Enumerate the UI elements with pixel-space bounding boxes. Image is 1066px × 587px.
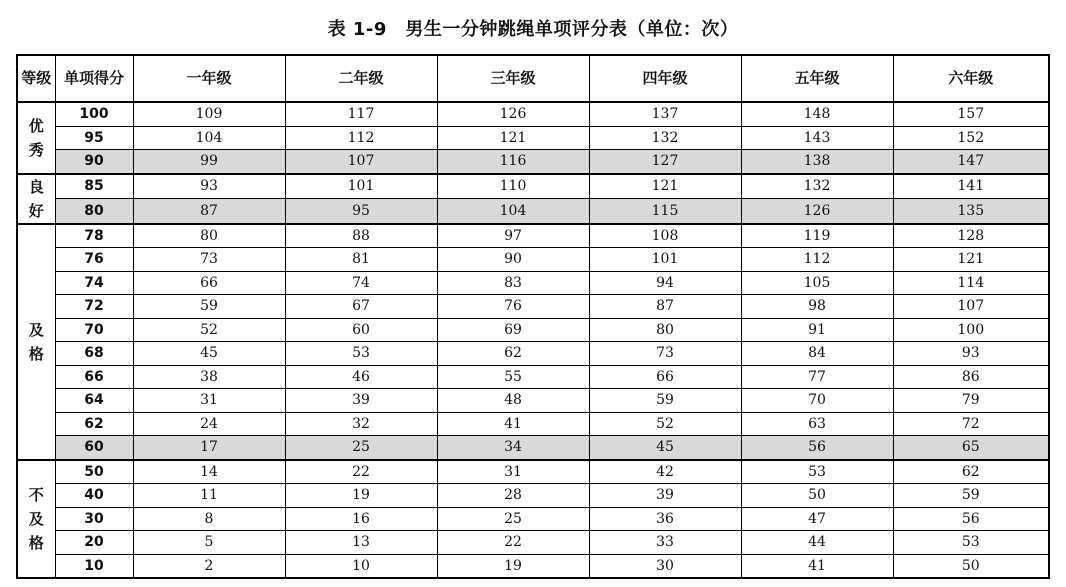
- header-grade-3: 三年级: [437, 55, 589, 102]
- value-cell: 112: [285, 126, 437, 150]
- header-grade-6: 六年级: [893, 55, 1049, 102]
- value-cell: 44: [741, 531, 893, 555]
- score-cell: 100: [55, 102, 133, 126]
- value-cell: 108: [589, 224, 741, 248]
- value-cell: 116: [437, 150, 589, 174]
- score-cell: 10: [55, 554, 133, 578]
- value-cell: 157: [893, 102, 1049, 126]
- value-cell: 24: [133, 412, 285, 436]
- value-cell: 53: [285, 342, 437, 366]
- value-cell: 36: [589, 507, 741, 531]
- score-cell: 60: [55, 436, 133, 460]
- value-cell: 152: [893, 126, 1049, 150]
- value-cell: 34: [437, 436, 589, 460]
- score-cell: 50: [55, 460, 133, 484]
- value-cell: 33: [589, 531, 741, 555]
- table-row: [17, 342, 1049, 366]
- value-cell: 45: [589, 436, 741, 460]
- grade-label-char: 秀: [28, 140, 44, 159]
- value-cell: 95: [285, 199, 437, 224]
- header-row: [17, 55, 1049, 102]
- value-cell: 66: [133, 271, 285, 295]
- value-cell: 148: [741, 102, 893, 126]
- table-row: [17, 436, 1049, 460]
- table-row: [17, 102, 1049, 126]
- value-cell: 107: [285, 150, 437, 174]
- table-title: 表 1-9 男生一分钟跳绳单项评分表（单位：次）: [327, 19, 739, 40]
- value-cell: 56: [893, 507, 1049, 531]
- value-cell: 19: [285, 484, 437, 508]
- value-cell: 42: [589, 460, 741, 484]
- score-cell: 62: [55, 412, 133, 436]
- value-cell: 59: [133, 295, 285, 319]
- header-score: 单项得分: [55, 55, 133, 102]
- value-cell: 147: [893, 150, 1049, 174]
- value-cell: 121: [437, 126, 589, 150]
- value-cell: 47: [741, 507, 893, 531]
- score-cell: 76: [55, 248, 133, 272]
- value-cell: 80: [133, 224, 285, 248]
- value-cell: 73: [589, 342, 741, 366]
- value-cell: 11: [133, 484, 285, 508]
- header-grade-4: 四年级: [589, 55, 741, 102]
- value-cell: 72: [893, 412, 1049, 436]
- value-cell: 48: [437, 389, 589, 413]
- table-row: [17, 460, 1049, 484]
- value-cell: 46: [285, 365, 437, 389]
- value-cell: 41: [741, 554, 893, 578]
- value-cell: 52: [589, 412, 741, 436]
- value-cell: 10: [285, 554, 437, 578]
- table-row: [17, 126, 1049, 150]
- table-row: [17, 365, 1049, 389]
- grade-label-char: 格: [28, 533, 44, 552]
- score-cell: 64: [55, 389, 133, 413]
- value-cell: 39: [589, 484, 741, 508]
- value-cell: 38: [133, 365, 285, 389]
- value-cell: 126: [741, 199, 893, 224]
- value-cell: 8: [133, 507, 285, 531]
- value-cell: 94: [589, 271, 741, 295]
- score-cell: 74: [55, 271, 133, 295]
- value-cell: 110: [437, 174, 589, 199]
- grade-label-char: 好: [28, 201, 44, 220]
- value-cell: 97: [437, 224, 589, 248]
- header-grade: 等级: [17, 55, 55, 102]
- value-cell: 32: [285, 412, 437, 436]
- score-cell: 90: [55, 150, 133, 174]
- score-cell: 85: [55, 174, 133, 199]
- value-cell: 70: [741, 389, 893, 413]
- value-cell: 137: [589, 102, 741, 126]
- value-cell: 69: [437, 318, 589, 342]
- table-row: [17, 248, 1049, 272]
- table-row: [17, 150, 1049, 174]
- value-cell: 91: [741, 318, 893, 342]
- value-cell: 135: [893, 199, 1049, 224]
- table-row: [17, 295, 1049, 319]
- score-cell: 20: [55, 531, 133, 555]
- value-cell: 99: [133, 150, 285, 174]
- score-cell: 68: [55, 342, 133, 366]
- score-table: [16, 54, 1050, 579]
- value-cell: 59: [893, 484, 1049, 508]
- value-cell: 52: [133, 318, 285, 342]
- value-cell: 14: [133, 460, 285, 484]
- value-cell: 22: [437, 531, 589, 555]
- score-cell: 72: [55, 295, 133, 319]
- value-cell: 73: [133, 248, 285, 272]
- value-cell: 104: [437, 199, 589, 224]
- value-cell: 25: [285, 436, 437, 460]
- value-cell: 112: [741, 248, 893, 272]
- value-cell: 88: [285, 224, 437, 248]
- table-row: [17, 531, 1049, 555]
- value-cell: 25: [437, 507, 589, 531]
- header-grade-5: 五年级: [741, 55, 893, 102]
- value-cell: 127: [589, 150, 741, 174]
- table-row: [17, 389, 1049, 413]
- value-cell: 98: [741, 295, 893, 319]
- grade-label-char: 良: [28, 177, 44, 196]
- value-cell: 22: [285, 460, 437, 484]
- value-cell: 67: [285, 295, 437, 319]
- grade-label-char: 优: [28, 116, 44, 135]
- value-cell: 28: [437, 484, 589, 508]
- value-cell: 77: [741, 365, 893, 389]
- value-cell: 74: [285, 271, 437, 295]
- value-cell: 121: [893, 248, 1049, 272]
- value-cell: 93: [893, 342, 1049, 366]
- value-cell: 117: [285, 102, 437, 126]
- score-cell: 80: [55, 199, 133, 224]
- value-cell: 45: [133, 342, 285, 366]
- value-cell: 100: [893, 318, 1049, 342]
- value-cell: 31: [437, 460, 589, 484]
- table-row: [17, 554, 1049, 578]
- value-cell: 16: [285, 507, 437, 531]
- value-cell: 50: [741, 484, 893, 508]
- value-cell: 138: [741, 150, 893, 174]
- grade-label: [17, 460, 55, 579]
- header-grade-1: 一年级: [133, 55, 285, 102]
- value-cell: 84: [741, 342, 893, 366]
- value-cell: 62: [437, 342, 589, 366]
- value-cell: 13: [285, 531, 437, 555]
- score-cell: 95: [55, 126, 133, 150]
- value-cell: 55: [437, 365, 589, 389]
- value-cell: 53: [741, 460, 893, 484]
- value-cell: 19: [437, 554, 589, 578]
- value-cell: 76: [437, 295, 589, 319]
- value-cell: 121: [589, 174, 741, 199]
- grade-label-char: 不: [28, 485, 44, 504]
- table-header: [17, 55, 1049, 102]
- value-cell: 79: [893, 389, 1049, 413]
- value-cell: 53: [893, 531, 1049, 555]
- value-cell: 128: [893, 224, 1049, 248]
- score-cell: 40: [55, 484, 133, 508]
- score-cell: 78: [55, 224, 133, 248]
- value-cell: 115: [589, 199, 741, 224]
- value-cell: 126: [437, 102, 589, 126]
- value-cell: 81: [285, 248, 437, 272]
- value-cell: 80: [589, 318, 741, 342]
- grade-label-char: 及: [28, 509, 44, 528]
- value-cell: 65: [893, 436, 1049, 460]
- value-cell: 31: [133, 389, 285, 413]
- value-cell: 86: [893, 365, 1049, 389]
- value-cell: 104: [133, 126, 285, 150]
- header-grade-2: 二年级: [285, 55, 437, 102]
- value-cell: 2: [133, 554, 285, 578]
- table-row: [17, 224, 1049, 248]
- value-cell: 132: [741, 174, 893, 199]
- value-cell: 66: [589, 365, 741, 389]
- value-cell: 62: [893, 460, 1049, 484]
- value-cell: 83: [437, 271, 589, 295]
- grade-label: [17, 224, 55, 460]
- grade-label-char: 及: [28, 320, 44, 339]
- score-cell: 30: [55, 507, 133, 531]
- table-row: [17, 174, 1049, 199]
- value-cell: 50: [893, 554, 1049, 578]
- value-cell: 132: [589, 126, 741, 150]
- value-cell: 114: [893, 271, 1049, 295]
- value-cell: 101: [589, 248, 741, 272]
- value-cell: 93: [133, 174, 285, 199]
- value-cell: 90: [437, 248, 589, 272]
- value-cell: 63: [741, 412, 893, 436]
- score-cell: 66: [55, 365, 133, 389]
- value-cell: 87: [589, 295, 741, 319]
- value-cell: 87: [133, 199, 285, 224]
- value-cell: 17: [133, 436, 285, 460]
- value-cell: 60: [285, 318, 437, 342]
- value-cell: 56: [741, 436, 893, 460]
- value-cell: 107: [893, 295, 1049, 319]
- table-body: [17, 102, 1049, 578]
- value-cell: 143: [741, 126, 893, 150]
- table-row: [17, 271, 1049, 295]
- table-row: [17, 318, 1049, 342]
- value-cell: 109: [133, 102, 285, 126]
- table-row: [17, 484, 1049, 508]
- grade-label: [17, 102, 55, 174]
- grade-label-char: 格: [28, 344, 44, 363]
- value-cell: 5: [133, 531, 285, 555]
- value-cell: 105: [741, 271, 893, 295]
- table-row: [17, 412, 1049, 436]
- grade-label: [17, 174, 55, 224]
- value-cell: 30: [589, 554, 741, 578]
- value-cell: 59: [589, 389, 741, 413]
- score-cell: 70: [55, 318, 133, 342]
- value-cell: 39: [285, 389, 437, 413]
- value-cell: 41: [437, 412, 589, 436]
- value-cell: 101: [285, 174, 437, 199]
- table-row: [17, 199, 1049, 224]
- table-row: [17, 507, 1049, 531]
- value-cell: 119: [741, 224, 893, 248]
- value-cell: 141: [893, 174, 1049, 199]
